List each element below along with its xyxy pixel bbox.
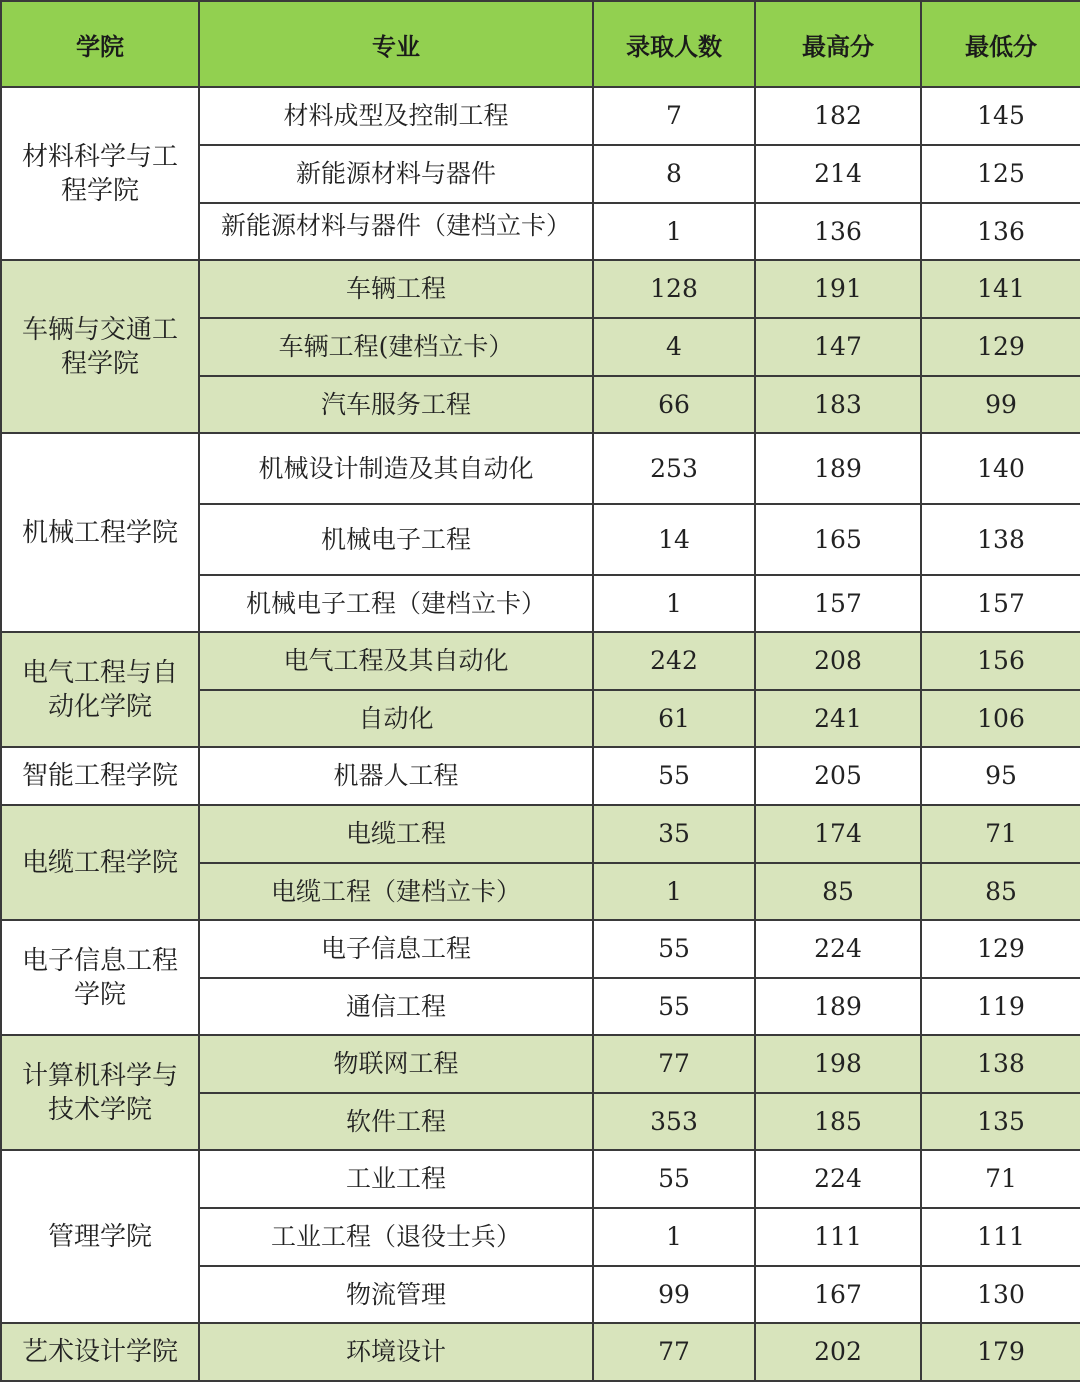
max-score-cell: 182 [755,87,921,145]
min-score-cell: 99 [921,376,1080,433]
major-cell: 物联网工程 [199,1035,593,1093]
table-row [1,632,1080,690]
min-score-cell: 130 [921,1266,1080,1323]
major-cell: 工业工程（退役士兵） [199,1208,593,1266]
max-score-cell: 189 [755,978,921,1035]
max-score-cell: 165 [755,504,921,575]
min-score-cell: 129 [921,920,1080,978]
major-cell: 机器人工程 [199,747,593,805]
major-cell: 汽车服务工程 [199,376,593,433]
admitted-count-cell: 353 [593,1093,755,1150]
table-row [1,747,1080,805]
admitted-count-cell: 55 [593,978,755,1035]
max-score-cell: 224 [755,920,921,978]
major-cell: 电缆工程（建档立卡） [199,863,593,920]
major-cell: 机械设计制造及其自动化 [199,433,593,504]
college-cell: 管理学院 [1,1150,199,1323]
major-cell: 机械电子工程 [199,504,593,575]
table-row [1,87,1080,145]
admitted-count-cell: 99 [593,1266,755,1323]
max-score-cell: 198 [755,1035,921,1093]
max-score-cell: 136 [755,203,921,260]
major-cell: 新能源材料与器件 [199,145,593,203]
min-score-cell: 129 [921,318,1080,376]
admitted-count-cell: 1 [593,1208,755,1266]
max-score-cell: 189 [755,433,921,504]
major-cell: 机械电子工程（建档立卡） [199,575,593,632]
max-score-cell: 214 [755,145,921,203]
admitted-count-cell: 1 [593,203,755,260]
admitted-count-cell: 242 [593,632,755,690]
max-score-cell: 208 [755,632,921,690]
major-cell-text: 新能源材料与器件（建档立卡） [220,210,571,240]
admitted-count-cell: 61 [593,690,755,747]
table-row [1,1150,1080,1208]
min-score-cell: 71 [921,805,1080,863]
major-cell: 车辆工程 [199,260,593,318]
min-score-cell: 138 [921,1035,1080,1093]
max-score-cell: 157 [755,575,921,632]
header-min-score: 最低分 [921,1,1080,87]
college-cell: 电缆工程学院 [1,805,199,920]
max-score-cell: 111 [755,1208,921,1266]
max-score-cell: 241 [755,690,921,747]
admitted-count-cell: 7 [593,87,755,145]
table-row [1,1323,1080,1381]
college-cell: 机械工程学院 [1,433,199,632]
min-score-cell: 135 [921,1093,1080,1150]
table-row [1,1035,1080,1093]
admitted-count-cell: 14 [593,504,755,575]
header-max-score: 最高分 [755,1,921,87]
admitted-count-cell: 55 [593,920,755,978]
admitted-count-cell: 1 [593,575,755,632]
major-cell: 自动化 [199,690,593,747]
max-score-cell: 202 [755,1323,921,1381]
major-cell: 车辆工程(建档立卡） [199,318,593,376]
college-cell: 智能工程学院 [1,747,199,805]
table-row [1,260,1080,318]
max-score-cell: 205 [755,747,921,805]
admitted-count-cell: 77 [593,1323,755,1381]
admitted-count-cell: 35 [593,805,755,863]
college-cell: 电气工程与自动化学院 [1,632,199,747]
max-score-cell: 185 [755,1093,921,1150]
major-cell: 电气工程及其自动化 [199,632,593,690]
table-row [1,433,1080,504]
major-cell: 通信工程 [199,978,593,1035]
admitted-count-cell: 66 [593,376,755,433]
min-score-cell: 71 [921,1150,1080,1208]
max-score-cell: 174 [755,805,921,863]
admitted-count-cell: 128 [593,260,755,318]
admitted-count-cell: 4 [593,318,755,376]
min-score-cell: 119 [921,978,1080,1035]
table-row [1,920,1080,978]
header-college: 学院 [1,1,199,87]
major-cell: 工业工程 [199,1150,593,1208]
header-major: 专业 [199,1,593,87]
min-score-cell: 157 [921,575,1080,632]
college-cell: 计算机科学与技术学院 [1,1035,199,1150]
max-score-cell: 147 [755,318,921,376]
max-score-cell: 183 [755,376,921,433]
min-score-cell: 106 [921,690,1080,747]
min-score-cell: 85 [921,863,1080,920]
college-cell: 电子信息工程学院 [1,920,199,1035]
min-score-cell: 179 [921,1323,1080,1381]
min-score-cell: 95 [921,747,1080,805]
max-score-cell: 191 [755,260,921,318]
college-cell: 车辆与交通工程学院 [1,260,199,433]
max-score-cell: 167 [755,1266,921,1323]
college-cell: 材料科学与工程学院 [1,87,199,260]
min-score-cell: 111 [921,1208,1080,1266]
min-score-cell: 145 [921,87,1080,145]
max-score-cell: 224 [755,1150,921,1208]
major-cell: 电缆工程 [199,805,593,863]
major-cell [199,203,593,260]
admitted-count-cell: 1 [593,863,755,920]
major-cell: 环境设计 [199,1323,593,1381]
admitted-count-cell: 55 [593,1150,755,1208]
table-body [1,87,1080,1381]
admitted-count-cell: 55 [593,747,755,805]
major-cell: 电子信息工程 [199,920,593,978]
major-cell: 材料成型及控制工程 [199,87,593,145]
admitted-count-cell: 77 [593,1035,755,1093]
min-score-cell: 140 [921,433,1080,504]
header-admitted-count: 录取人数 [593,1,755,87]
major-cell: 软件工程 [199,1093,593,1150]
min-score-cell: 125 [921,145,1080,203]
admitted-count-cell: 8 [593,145,755,203]
college-cell: 艺术设计学院 [1,1323,199,1381]
table-row [1,805,1080,863]
min-score-cell: 141 [921,260,1080,318]
major-cell: 物流管理 [199,1266,593,1323]
header-row [1,1,1080,87]
min-score-cell: 136 [921,203,1080,260]
max-score-cell: 85 [755,863,921,920]
admitted-count-cell: 253 [593,433,755,504]
min-score-cell: 156 [921,632,1080,690]
min-score-cell: 138 [921,504,1080,575]
